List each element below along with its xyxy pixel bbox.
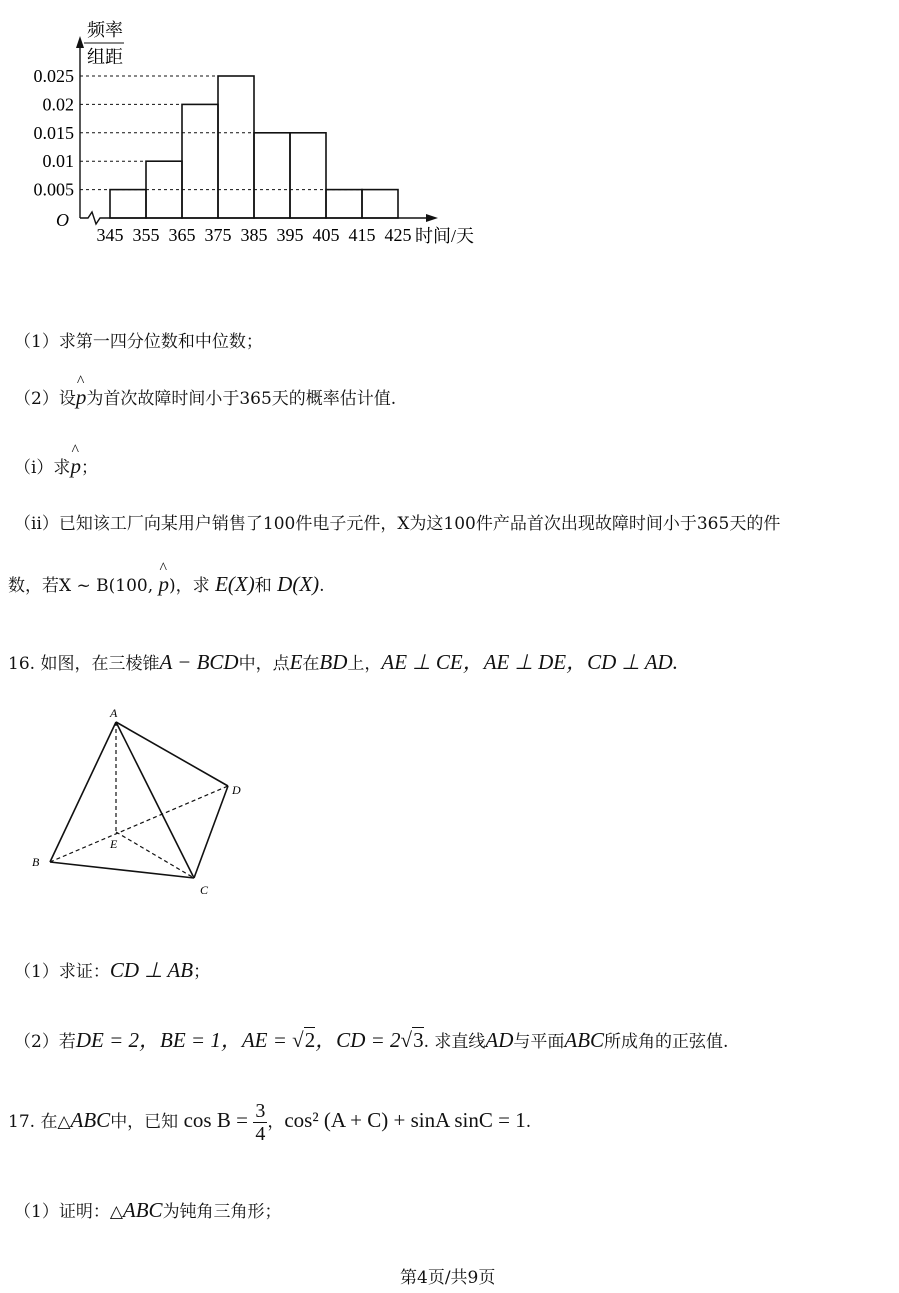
x-tick-label: 375 [204, 225, 232, 245]
p-hat-symbol: ^ p [70, 454, 81, 478]
x-axis [80, 212, 430, 224]
y-axis-label-bottom: 组距 [87, 47, 123, 67]
origin-label: O [56, 210, 69, 230]
q15-part2-ii-line2: 数，若X ~ B(100, ^ p)，求 E(X)和 D(X). [8, 572, 325, 598]
histogram-bar [362, 190, 398, 218]
page-footer: 第4页/共9页 [400, 1268, 496, 1288]
histogram-bar [218, 76, 254, 218]
y-axis-label-top: 频率 [87, 20, 123, 40]
frequency-histogram [0, 0, 520, 270]
trig-equation: cos² (A + C) + sinA sinC = 1 [284, 1108, 526, 1132]
q17-part1: （1）证明：△ABC为钝角三角形； [14, 1198, 282, 1222]
y-tick-label: 0.025 [33, 66, 74, 86]
q17-stem: 17. 在△ABC中，已知 cos B = $\frac{3}{4}$ ，cos² (A + C) + sinA sinC = 1. [8, 1100, 532, 1145]
variance-expr: D(X) [277, 572, 320, 596]
y-tick-label: 0.005 [33, 179, 74, 200]
x-tick-label: 355 [132, 225, 160, 245]
vertex-label-c: C [200, 883, 209, 897]
p-hat-symbol: ^ p [76, 385, 87, 409]
histogram-bar [110, 190, 146, 218]
x-tick-label: 385 [240, 225, 268, 245]
q16-part1: （1）求证：CD ⊥ AB； [14, 958, 211, 982]
histogram-bar [326, 190, 362, 218]
vertex-label-b: B [32, 855, 40, 869]
expectation-expr: E(X) [215, 572, 255, 596]
q15-part1: （1）求第一四分位数和中位数； [14, 332, 263, 352]
x-tick-label: 345 [96, 225, 124, 245]
q16-stem: 16. 如图，在三棱锥A − BCD中，点E在BD上，AE ⊥ CE，AE ⊥ DE，CD ⊥ AD. [8, 650, 678, 674]
histogram-bar [182, 104, 218, 218]
x-tick-label: 425 [384, 225, 412, 245]
x-tick-label: 405 [312, 225, 340, 245]
vertex-label-a: A [110, 706, 118, 720]
y-tick-label: 0.02 [42, 94, 74, 115]
x-axis-arrow [426, 214, 438, 222]
point-label-e: E [110, 837, 118, 851]
x-axis-label: 时间/天 [415, 226, 475, 246]
q15-part2: （2）设^ p为首次故障时间小于365天的概率估计值. [14, 385, 396, 411]
tetrahedron-figure [20, 700, 260, 900]
vertex-label-d: D [232, 783, 241, 797]
histogram-bar [254, 133, 290, 218]
q16-conditions: AE ⊥ CE，AE ⊥ DE，CD ⊥ AD. [381, 650, 678, 674]
x-tick-label: 415 [348, 225, 376, 245]
y-tick-label: 0.015 [33, 122, 74, 143]
x-tick-label: 395 [276, 225, 304, 245]
y-tick-label: 0.01 [42, 151, 74, 172]
q15-part2-i: （ⅰ）求^ p； [14, 454, 98, 480]
fraction-three-quarters: $\frac{3}{4}$ [255, 1100, 266, 1145]
x-tick-label: 365 [168, 225, 196, 245]
p-hat-symbol: ^ p [159, 572, 170, 596]
y-axis-arrow [76, 36, 84, 48]
q16-part2: （2）若DE = 2，BE = 1，AE = √2，CD = 2√3. 求直线AD与平面ABC所成角的正弦值. [14, 1028, 729, 1052]
q15-part2-ii-line1: （ⅱ）已知该工厂向某用户销售了100件电子元件，X为这100件产品首次出现故障时间小于365天的件 [14, 514, 781, 534]
histogram-bar [290, 133, 326, 218]
